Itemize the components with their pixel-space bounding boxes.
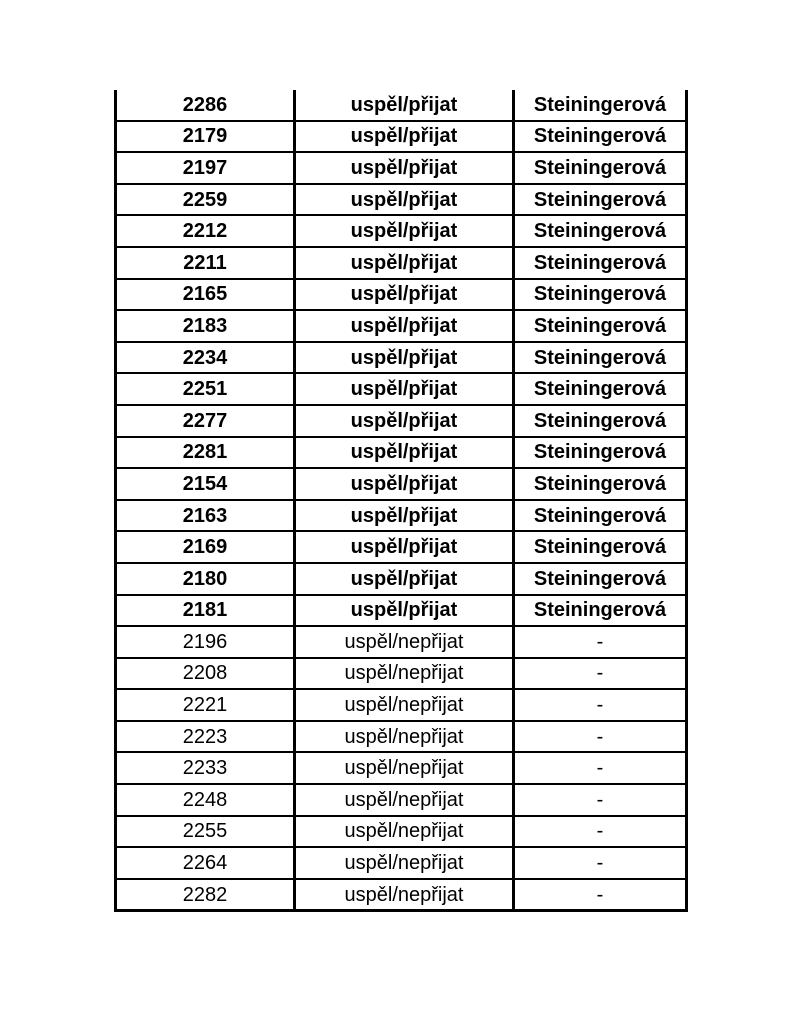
assigned-name-cell: - [514,626,686,658]
assigned-name-cell: Steiningerová [514,184,686,216]
table-row [117,689,685,721]
applicant-id-cell: 2183 [117,310,295,342]
assigned-name-cell: - [514,752,686,784]
table-row [117,468,685,500]
assigned-name-cell: Steiningerová [514,310,686,342]
assigned-name-cell: - [514,784,686,816]
table-row [117,816,685,848]
assigned-name-cell: - [514,847,686,879]
applicant-id-cell: 2169 [117,531,295,563]
table-row [117,279,685,311]
results-table [117,90,685,909]
results-table-container [114,90,688,912]
result-cell: uspěl/přijat [295,215,514,247]
assigned-name-cell: Steiningerová [514,531,686,563]
table-row [117,847,685,879]
assigned-name-cell: Steiningerová [514,437,686,469]
applicant-id-cell: 2163 [117,500,295,532]
result-cell: uspěl/přijat [295,121,514,153]
applicant-id-cell: 2281 [117,437,295,469]
applicant-id-cell: 2251 [117,373,295,405]
applicant-id-cell: 2248 [117,784,295,816]
applicant-id-cell: 2197 [117,152,295,184]
table-row [117,595,685,627]
table-row [117,405,685,437]
result-cell: uspěl/přijat [295,152,514,184]
assigned-name-cell: Steiningerová [514,152,686,184]
table-row [117,215,685,247]
table-row [117,247,685,279]
applicant-id-cell: 2221 [117,689,295,721]
table-row [117,531,685,563]
result-cell: uspěl/nepřijat [295,721,514,753]
table-row [117,342,685,374]
result-cell: uspěl/nepřijat [295,784,514,816]
table-row [117,310,685,342]
table-row [117,90,685,121]
assigned-name-cell: Steiningerová [514,279,686,311]
assigned-name-cell: Steiningerová [514,563,686,595]
assigned-name-cell: - [514,816,686,848]
result-cell: uspěl/přijat [295,405,514,437]
result-cell: uspěl/nepřijat [295,658,514,690]
table-row [117,784,685,816]
applicant-id-cell: 2165 [117,279,295,311]
result-cell: uspěl/nepřijat [295,752,514,784]
applicant-id-cell: 2234 [117,342,295,374]
applicant-id-cell: 2154 [117,468,295,500]
assigned-name-cell: Steiningerová [514,342,686,374]
assigned-name-cell: Steiningerová [514,405,686,437]
assigned-name-cell: - [514,658,686,690]
assigned-name-cell: Steiningerová [514,595,686,627]
result-cell: uspěl/přijat [295,595,514,627]
applicant-id-cell: 2282 [117,879,295,910]
applicant-id-cell: 2181 [117,595,295,627]
assigned-name-cell: Steiningerová [514,121,686,153]
assigned-name-cell: - [514,721,686,753]
result-cell: uspěl/nepřijat [295,847,514,879]
result-cell: uspěl/přijat [295,184,514,216]
table-row [117,879,685,910]
applicant-id-cell: 2264 [117,847,295,879]
table-row [117,752,685,784]
result-cell: uspěl/přijat [295,373,514,405]
table-row [117,626,685,658]
result-cell: uspěl/přijat [295,437,514,469]
table-row [117,658,685,690]
table-row [117,437,685,469]
applicant-id-cell: 2277 [117,405,295,437]
applicant-id-cell: 2179 [117,121,295,153]
table-row [117,121,685,153]
applicant-id-cell: 2180 [117,563,295,595]
result-cell: uspěl/nepřijat [295,626,514,658]
applicant-id-cell: 2233 [117,752,295,784]
applicant-id-cell: 2212 [117,215,295,247]
assigned-name-cell: Steiningerová [514,468,686,500]
assigned-name-cell: Steiningerová [514,215,686,247]
applicant-id-cell: 2255 [117,816,295,848]
table-row [117,184,685,216]
table-row [117,500,685,532]
assigned-name-cell: Steiningerová [514,247,686,279]
result-cell: uspěl/přijat [295,500,514,532]
result-cell: uspěl/přijat [295,531,514,563]
table-row [117,563,685,595]
table-row [117,373,685,405]
table-row [117,152,685,184]
result-cell: uspěl/přijat [295,279,514,311]
assigned-name-cell: Steiningerová [514,500,686,532]
table-row [117,721,685,753]
applicant-id-cell: 2259 [117,184,295,216]
result-cell: uspěl/přijat [295,247,514,279]
result-cell: uspěl/nepřijat [295,689,514,721]
applicant-id-cell: 2286 [117,90,295,121]
results-table-body [117,90,685,909]
result-cell: uspěl/přijat [295,563,514,595]
assigned-name-cell: - [514,879,686,910]
applicant-id-cell: 2196 [117,626,295,658]
applicant-id-cell: 2211 [117,247,295,279]
assigned-name-cell: - [514,689,686,721]
applicant-id-cell: 2223 [117,721,295,753]
assigned-name-cell: Steiningerová [514,373,686,405]
result-cell: uspěl/přijat [295,310,514,342]
result-cell: uspěl/přijat [295,468,514,500]
result-cell: uspěl/nepřijat [295,879,514,910]
assigned-name-cell: Steiningerová [533,93,667,116]
result-cell: uspěl/přijat [295,90,514,121]
result-cell: uspěl/nepřijat [295,816,514,848]
applicant-id-cell: 2208 [117,658,295,690]
result-cell: uspěl/přijat [295,342,514,374]
